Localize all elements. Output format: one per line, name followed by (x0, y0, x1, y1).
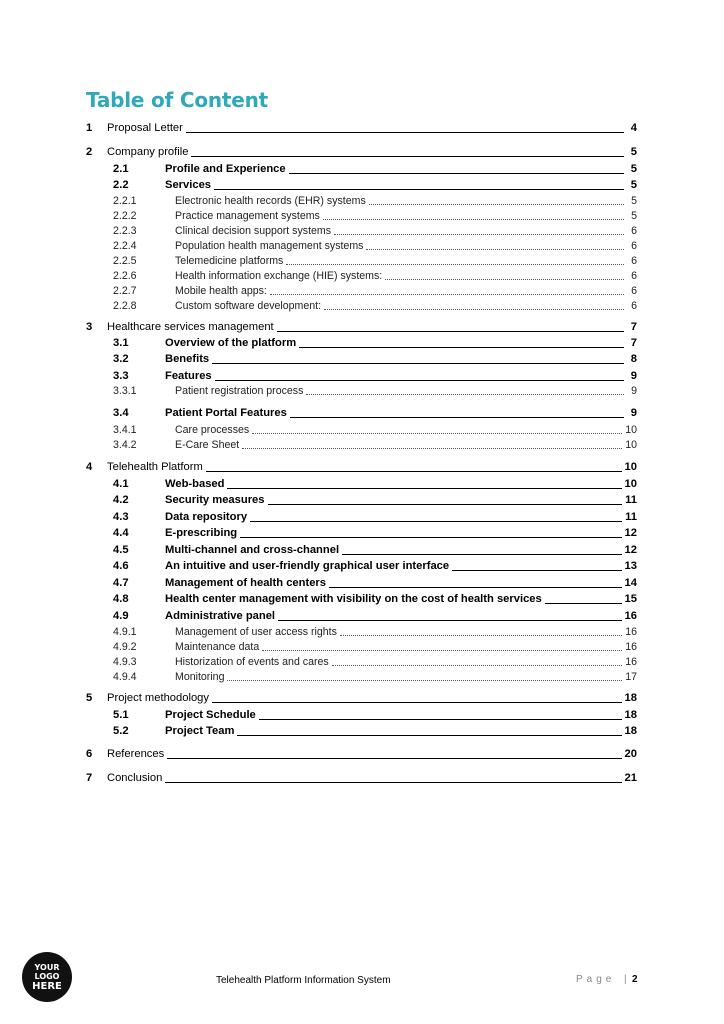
toc-entry[interactable] (113, 424, 637, 437)
toc-leader (262, 649, 622, 651)
toc-entry-page: 7 (630, 321, 637, 333)
toc-entry[interactable] (113, 385, 637, 398)
toc-entry-label: Monitoring (175, 671, 225, 683)
toc-entry-number: 4.1 (113, 478, 129, 490)
toc-entry-number: 4.2 (113, 494, 129, 506)
toc-leader (259, 718, 622, 720)
toc-leader (240, 536, 621, 538)
toc-leader (268, 503, 623, 505)
toc-entry[interactable] (113, 225, 637, 238)
toc-entry-page: 11 (625, 494, 637, 506)
toc-entry-page: 9 (630, 370, 637, 382)
toc-leader (165, 781, 621, 783)
toc-entry[interactable] (113, 370, 637, 383)
toc-entry-number: 2.2.8 (113, 300, 137, 312)
toc-entry-label: Profile and Experience (165, 163, 286, 175)
toc-entry-number: 3.4.2 (113, 439, 137, 451)
toc-entry-number: 3 (86, 321, 93, 333)
toc-entry-label: Features (165, 370, 212, 382)
toc-entry-number: 2.2 (113, 179, 129, 191)
toc-entry-number: 4.9.4 (113, 671, 137, 683)
toc-entry-page: 6 (631, 225, 637, 237)
toc-entry-number: 4.9.1 (113, 626, 137, 638)
toc-entry-label: Services (165, 179, 212, 191)
toc-entry-number: 3.4 (113, 407, 129, 419)
toc-title: Table of Content (86, 88, 269, 112)
toc-entry-label: Patient registration process (175, 385, 304, 397)
toc-leader (206, 470, 622, 472)
toc-leader (212, 362, 624, 364)
toc-leader (250, 520, 622, 522)
toc-entry[interactable] (113, 577, 637, 590)
toc-leader (186, 131, 624, 133)
logo-line: LOGO (34, 971, 60, 981)
toc-entry-number: 2.2.5 (113, 255, 137, 267)
toc-entry[interactable] (113, 439, 637, 452)
toc-leader (342, 553, 621, 555)
toc-leader (270, 293, 624, 295)
toc-entry-number: 3.3 (113, 370, 129, 382)
toc-entry-page: 21 (624, 772, 637, 784)
toc-leader (227, 679, 622, 681)
toc-entry[interactable] (113, 240, 637, 253)
toc-entry[interactable] (113, 709, 637, 722)
logo (22, 952, 72, 1002)
toc-leader (277, 330, 624, 332)
toc-entry-page: 9 (630, 407, 637, 419)
toc-entry[interactable] (113, 610, 637, 623)
toc-entry-label: Historization of events and cares (175, 656, 329, 668)
toc-entry-page: 16 (625, 626, 637, 638)
toc-entry[interactable] (113, 270, 637, 283)
toc-entry-label: Proposal Letter (107, 122, 183, 134)
toc-leader (212, 701, 622, 703)
toc-leader (369, 203, 624, 205)
toc-leader (324, 308, 624, 310)
toc-leader (215, 379, 624, 381)
toc-entry-number: 4.4 (113, 527, 129, 539)
toc-leader (191, 155, 624, 157)
toc-leader (290, 416, 624, 418)
toc-entry-number: 4.6 (113, 560, 129, 572)
toc-entry[interactable] (86, 122, 637, 135)
toc-entry-page: 6 (631, 255, 637, 267)
toc-entry-label: Maintenance data (175, 641, 260, 653)
toc-entry-label: Care processes (175, 424, 250, 436)
toc-entry[interactable] (86, 692, 637, 705)
toc-entry-page: 11 (625, 511, 637, 523)
toc-leader (286, 263, 624, 265)
toc-entry[interactable] (86, 146, 637, 159)
toc-entry-page: 12 (624, 527, 637, 539)
toc-entry-label: Telehealth Platform (107, 461, 203, 473)
toc-leader (340, 634, 622, 636)
toc-entry-label: E-Care Sheet (175, 439, 240, 451)
toc-entry-page: 18 (624, 709, 637, 721)
toc-leader (385, 278, 624, 280)
toc-entry[interactable] (113, 671, 637, 684)
toc-entry[interactable] (113, 300, 637, 313)
toc-entry-label: References (107, 748, 165, 760)
toc-leader (237, 734, 621, 736)
toc-entry-number: 4 (86, 461, 93, 473)
toc-entry-page: 10 (624, 478, 637, 490)
toc-entry[interactable] (113, 626, 637, 639)
toc-entry-number: 4.9.3 (113, 656, 137, 668)
toc-leader (167, 757, 621, 759)
toc-entry-label: Security measures (165, 494, 265, 506)
toc-leader (242, 447, 622, 449)
toc-entry-page: 5 (630, 146, 637, 158)
toc-entry[interactable] (113, 511, 637, 524)
toc-entry-number: 2.2.4 (113, 240, 137, 252)
toc-entry-number: 2.2.2 (113, 210, 137, 222)
toc-entry[interactable] (86, 461, 637, 474)
toc-entry-number: 2.2.6 (113, 270, 137, 282)
toc-entry-page: 14 (624, 577, 637, 589)
toc-entry-label: An intuitive and user-friendly graphical user interface (165, 560, 450, 572)
toc-entry-label: Mobile health apps: (175, 285, 267, 297)
toc-leader (366, 248, 624, 250)
toc-entry-number: 7 (86, 772, 93, 784)
toc-entry-page: 5 (631, 195, 637, 207)
footer-title: Telehealth Platform Information System (216, 975, 391, 986)
toc-entry-label: Overview of the platform (165, 337, 297, 349)
toc-entry-label: Clinical decision support systems (175, 225, 332, 237)
toc-entry-page: 8 (630, 353, 637, 365)
toc-entry-label: Data repository (165, 511, 248, 523)
toc-entry-label: Health information exchange (HIE) systems: (175, 270, 383, 282)
toc-entry-page: 6 (631, 270, 637, 282)
toc-entry-page: 18 (624, 725, 637, 737)
toc-entry[interactable] (113, 195, 637, 208)
toc-entry[interactable] (86, 748, 637, 761)
toc-entry-label: Patient Portal Features (165, 407, 287, 419)
toc-entry[interactable] (86, 321, 637, 334)
toc-entry-label: Conclusion (107, 772, 163, 784)
toc-entry-number: 3.1 (113, 337, 129, 349)
toc-entry-page: 10 (624, 461, 637, 473)
toc-entry-page: 6 (631, 300, 637, 312)
toc-entry-page: 9 (631, 385, 637, 397)
toc-entry-number: 2.1 (113, 163, 129, 175)
toc-entry-label: Health center management with visibility on the cost of health services (165, 593, 542, 605)
toc-entry-label: Multi-channel and cross-channel (165, 544, 340, 556)
page-label: Page (576, 974, 616, 985)
toc-leader (214, 188, 624, 190)
toc-entry[interactable] (113, 641, 637, 654)
toc-leader (306, 393, 624, 395)
toc-entry-page: 6 (631, 285, 637, 297)
toc-entry-label: Population health management systems (175, 240, 364, 252)
toc-entry-number: 3.4.1 (113, 424, 137, 436)
toc-entry[interactable] (113, 407, 637, 420)
toc-leader (332, 664, 623, 666)
toc-entry-number: 4.8 (113, 593, 129, 605)
toc-entry-page: 5 (631, 210, 637, 222)
logo-line: YOUR (34, 962, 60, 972)
toc-entry-label: Benefits (165, 353, 210, 365)
toc-entry-label: Healthcare services management (107, 321, 274, 333)
toc-entry-label: Administrative panel (165, 610, 276, 622)
toc-entry-label: Web-based (165, 478, 225, 490)
toc-entry-number: 4.3 (113, 511, 129, 523)
toc-entry-number: 3.2 (113, 353, 129, 365)
toc-entry-label: Management of user access rights (175, 626, 337, 638)
toc-entry-label: Custom software development: (175, 300, 322, 312)
toc-entry[interactable] (113, 337, 637, 350)
toc-entry-label: Practice management systems (175, 210, 320, 222)
toc-leader (452, 569, 621, 571)
toc-entry-number: 4.9.2 (113, 641, 137, 653)
toc-entry-label: E-prescribing (165, 527, 238, 539)
toc-entry[interactable] (113, 478, 637, 491)
toc-entry-number: 5.1 (113, 709, 129, 721)
toc-entry[interactable] (113, 544, 637, 557)
toc-entry-number: 5 (86, 692, 93, 704)
toc-entry[interactable] (113, 527, 637, 540)
toc-entry[interactable] (113, 179, 637, 192)
toc-entry-number: 3.3.1 (113, 385, 137, 397)
toc-entry[interactable] (113, 656, 637, 669)
toc-entry[interactable] (113, 163, 637, 176)
page-number: 2 (632, 974, 638, 985)
toc-entry-page: 7 (630, 337, 637, 349)
toc-entry[interactable] (113, 255, 637, 268)
toc-leader (252, 432, 622, 434)
toc-entry-label: Project Schedule (165, 709, 256, 721)
toc-entry[interactable] (113, 210, 637, 223)
toc-entry-label: Management of health centers (165, 577, 327, 589)
toc-entry-number: 5.2 (113, 725, 129, 737)
toc-entry-number: 2.2.3 (113, 225, 137, 237)
toc-leader (323, 218, 624, 220)
toc-entry[interactable] (113, 560, 637, 573)
logo-line: HERE (32, 980, 62, 992)
toc-entry[interactable] (86, 772, 637, 785)
toc-entry-page: 4 (630, 122, 637, 134)
toc-entry-label: Company profile (107, 146, 189, 158)
toc-entry-page: 17 (625, 671, 637, 683)
toc-leader (334, 233, 624, 235)
toc-entry[interactable] (113, 494, 637, 507)
toc-entry-page: 5 (630, 179, 637, 191)
toc-entry-number: 4.9 (113, 610, 129, 622)
toc-entry-page: 5 (630, 163, 637, 175)
toc-entry-page: 15 (624, 593, 637, 605)
toc-entry-number: 4.5 (113, 544, 129, 556)
toc-entry-page: 20 (624, 748, 637, 760)
toc-entry-page: 10 (625, 439, 637, 451)
toc-entry[interactable] (113, 285, 637, 298)
toc-entry-number: 2.2.7 (113, 285, 137, 297)
toc-entry-page: 16 (625, 656, 637, 668)
toc-entry[interactable] (113, 593, 637, 606)
toc-entry-number: 1 (86, 122, 93, 134)
toc-leader (329, 586, 622, 588)
toc-leader (545, 602, 622, 604)
toc-entry-number: 4.7 (113, 577, 129, 589)
toc-entry-page: 16 (624, 610, 637, 622)
toc-leader (278, 619, 622, 621)
toc-entry-page: 13 (624, 560, 637, 572)
toc-leader (299, 346, 624, 348)
toc-entry-number: 2 (86, 146, 93, 158)
toc-entry[interactable] (113, 725, 637, 738)
toc-entry-label: Electronic health records (EHR) systems (175, 195, 366, 207)
toc-leader (227, 487, 621, 489)
toc-entry-number: 2.2.1 (113, 195, 137, 207)
toc-entry-page: 6 (631, 240, 637, 252)
toc-leader (289, 172, 624, 174)
toc-entry-page: 10 (625, 424, 637, 436)
toc-entry-page: 18 (624, 692, 637, 704)
toc-entry-label: Telemedicine platforms (175, 255, 284, 267)
toc-entry-label: Project methodology (107, 692, 209, 704)
toc-entry[interactable] (113, 353, 637, 366)
toc-entry-page: 16 (625, 641, 637, 653)
toc-entry-number: 6 (86, 748, 93, 760)
page-separator: | (624, 974, 627, 985)
toc-entry-label: Project Team (165, 725, 235, 737)
toc-entry-page: 12 (624, 544, 637, 556)
